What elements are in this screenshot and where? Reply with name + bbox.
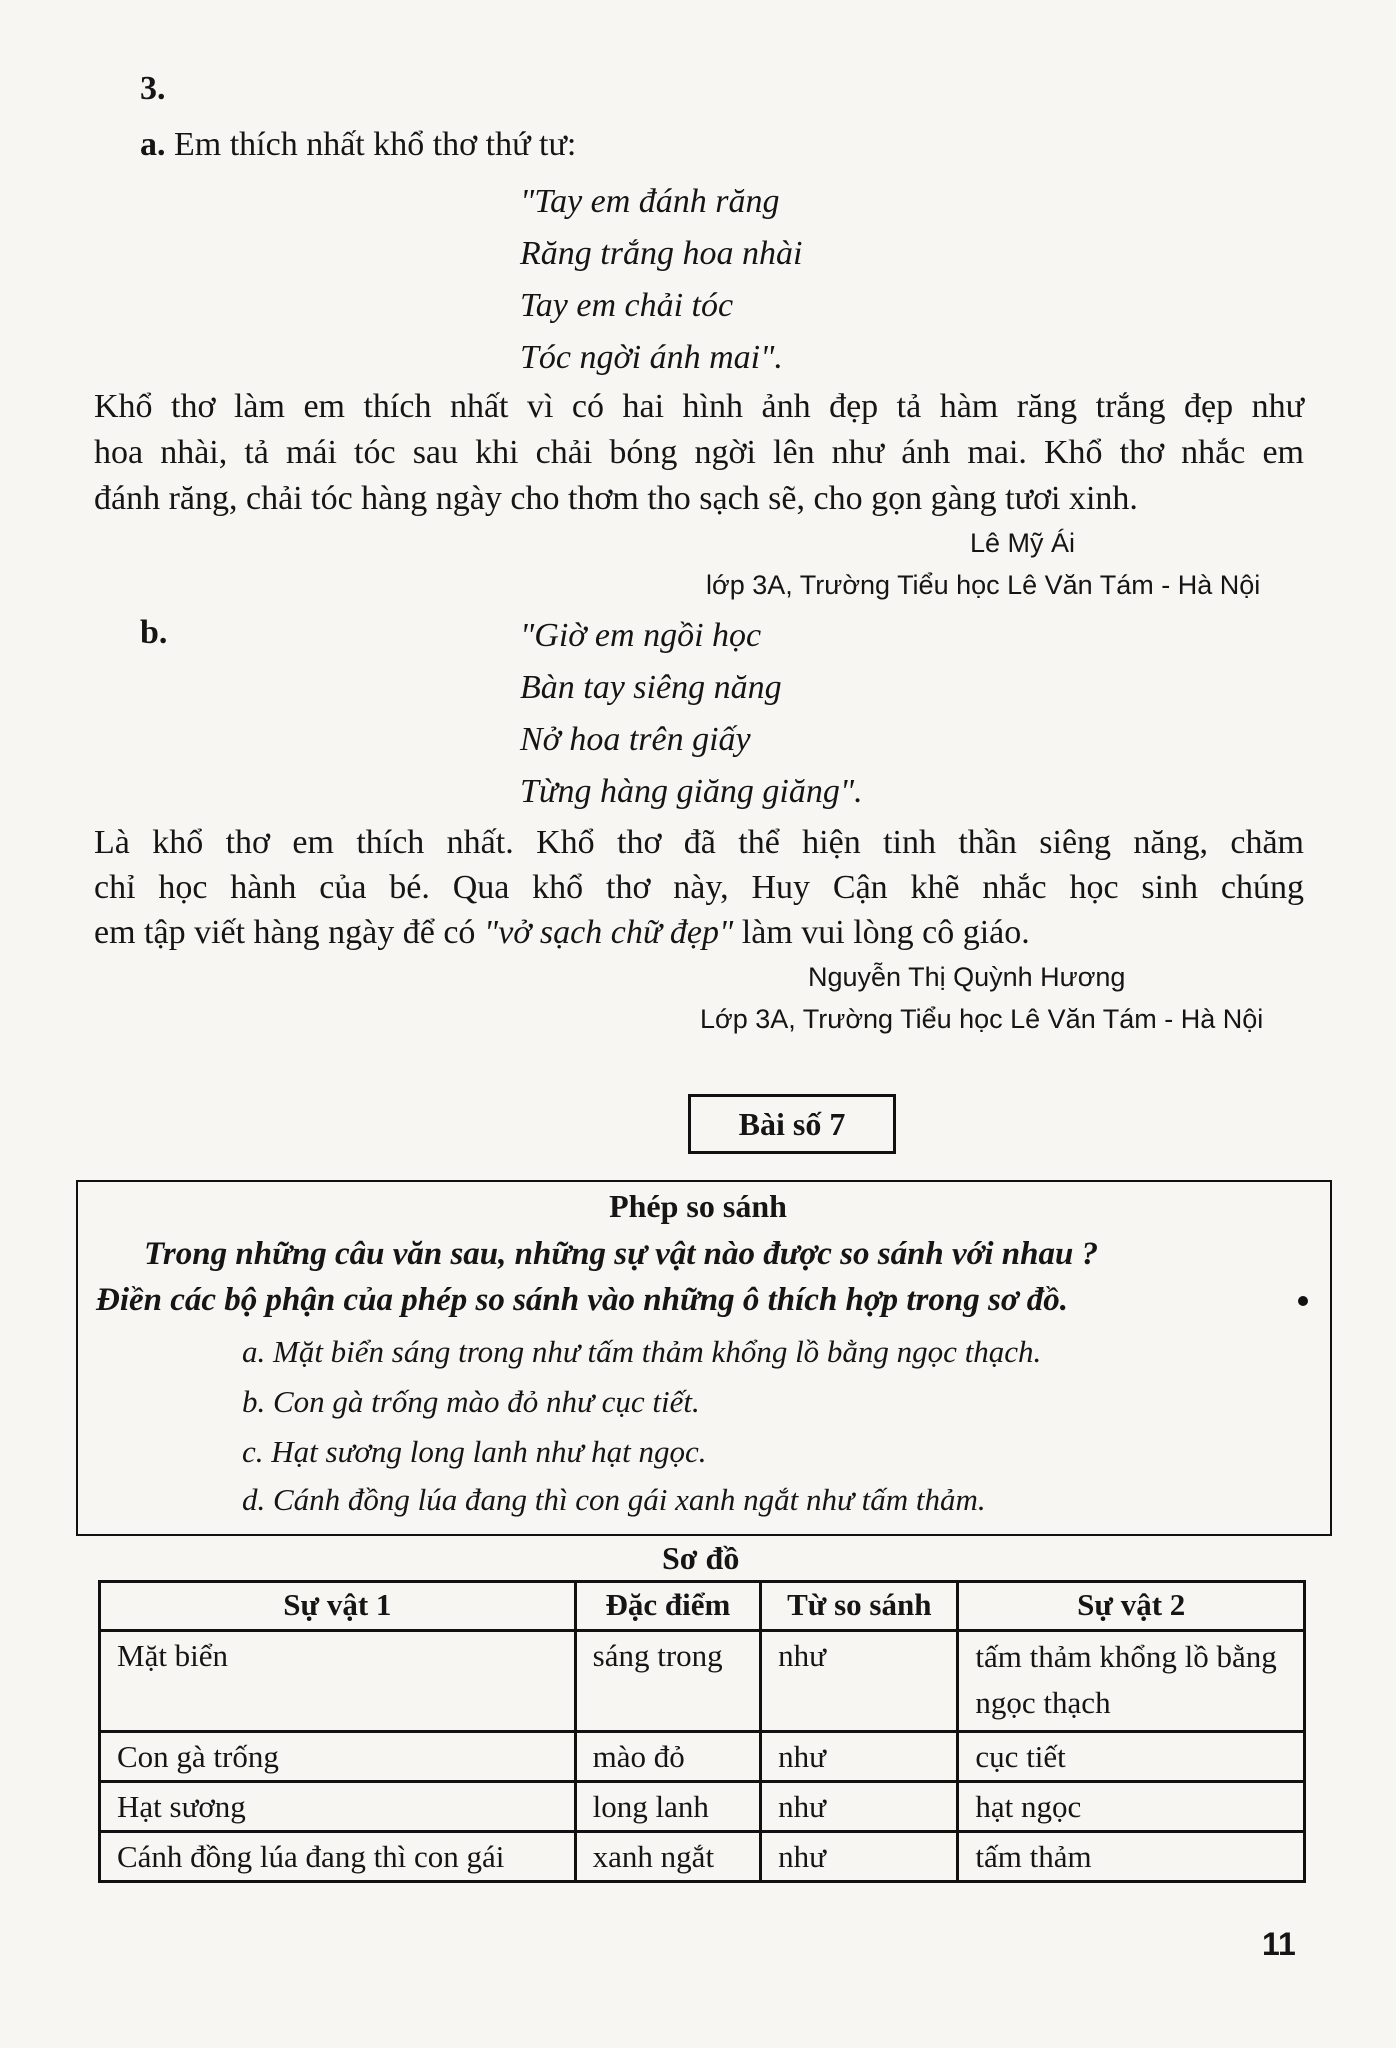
cell: sáng trong	[575, 1631, 760, 1732]
header-object-2: Sự vật 2	[958, 1582, 1305, 1631]
comparison-diagram-table	[98, 1580, 1306, 1883]
poem-a-line-4: Tóc ngời ánh mai".	[520, 339, 783, 376]
diagram-caption: Sơ đồ	[662, 1540, 740, 1576]
cell: Cánh đồng lúa đang thì con gái	[100, 1832, 576, 1882]
cell: như	[761, 1832, 958, 1882]
para-b-line-3-post: làm vui lòng cô giáo.	[733, 914, 1030, 951]
header-feature: Đặc điểm	[575, 1582, 760, 1631]
para-b-line-1: Là khổ thơ em thích nhất. Khổ thơ đã thể hiện tinh thần siêng năng, chăm	[94, 824, 1304, 861]
cell: cục tiết	[958, 1732, 1305, 1782]
para-a-line-3: đánh răng, chải tóc hàng ngày cho thơm tho sạch sẽ, cho gọn gàng tươi xinh.	[94, 480, 1138, 517]
item-a-intro	[140, 122, 576, 167]
sentence-c: c. Hạt sương long lanh như hạt ngọc.	[242, 1434, 707, 1469]
poem-a-line-2: Răng trắng hoa nhài	[520, 235, 803, 272]
bullet-dot	[1298, 1296, 1308, 1306]
cell: như	[761, 1732, 958, 1782]
author-a: Lê Mỹ Ái	[970, 528, 1076, 558]
cell: long lanh	[575, 1782, 760, 1832]
poem-b-line-2: Bàn tay siêng năng	[520, 669, 782, 706]
cell: như	[761, 1782, 958, 1832]
cell: tấm thảm	[958, 1832, 1305, 1882]
cell: Mặt biển	[100, 1631, 576, 1732]
para-b-line-3-quote: "vở sạch chữ đẹp"	[483, 914, 734, 951]
cell: hạt ngọc	[958, 1782, 1305, 1832]
item-b-label: b.	[140, 614, 168, 651]
para-a-line-1: Khổ thơ làm em thích nhất vì có hai hình ảnh đẹp tả hàm răng trắng đẹp như	[94, 388, 1304, 425]
table-row	[100, 1832, 1305, 1882]
cell: Con gà trống	[100, 1732, 576, 1782]
poem-a-line-3: Tay em chải tóc	[520, 287, 734, 324]
instruction-line-2: Điền các bộ phận của phép so sánh vào những ô thích hợp trong sơ đồ.	[96, 1282, 1069, 1318]
item-a-intro-text: Em thích nhất khổ thơ thứ tư:	[174, 126, 577, 163]
cell: tấm thảm khổng lồ bằng ngọc thạch	[958, 1631, 1305, 1732]
poem-b-line-1: "Giờ em ngồi học	[520, 617, 762, 654]
author-b: Nguyễn Thị Quỳnh Hương	[808, 962, 1126, 992]
table-row	[100, 1782, 1305, 1832]
poem-b-line-4: Từng hàng giăng giăng".	[520, 773, 863, 810]
cell: mào đỏ	[575, 1732, 760, 1782]
school-b: Lớp 3A, Trường Tiểu học Lê Văn Tám - Hà Nội	[700, 1004, 1264, 1034]
page-number: 11	[1262, 1926, 1296, 1962]
poem-b-line-3: Nở hoa trên giấy	[520, 721, 751, 758]
sentence-a: a. Mặt biển sáng trong như tấm thảm khổng lồ bằng ngọc thạch.	[242, 1334, 1042, 1369]
item-a-label: a.	[140, 126, 166, 163]
header-object-1: Sự vật 1	[100, 1582, 576, 1631]
para-b-line-3-pre: em tập viết hàng ngày để có	[94, 914, 484, 951]
lesson-title: Bài số 7	[688, 1094, 896, 1154]
cell: Hạt sương	[100, 1782, 576, 1832]
cell: xanh ngắt	[575, 1832, 760, 1882]
table-header-row	[100, 1582, 1305, 1631]
sentence-b: b. Con gà trống mào đỏ như cục tiết.	[242, 1384, 700, 1419]
instruction-line-1: Trong những câu văn sau, những sự vật nào được so sánh với nhau ?	[144, 1236, 1099, 1272]
section-number: 3.	[140, 70, 166, 107]
table-row	[100, 1732, 1305, 1782]
para-a-line-2: hoa nhài, tả mái tóc sau khi chải bóng ngời lên như ánh mai. Khổ thơ nhắc em	[94, 434, 1304, 471]
cell: như	[761, 1631, 958, 1732]
para-b-line-3	[94, 910, 1304, 956]
poem-a-line-1: "Tay em đánh răng	[520, 183, 780, 220]
sentence-d: d. Cánh đồng lúa đang thì con gái xanh ngắt như tấm thảm.	[242, 1482, 986, 1517]
header-comparison-word: Từ so sánh	[761, 1582, 958, 1631]
exercise-heading: Phép so sánh	[609, 1188, 787, 1224]
table-row	[100, 1631, 1305, 1732]
school-a: lớp 3A, Trường Tiểu học Lê Văn Tám - Hà Nội	[706, 570, 1261, 600]
para-b-line-2: chỉ học hành của bé. Qua khổ thơ này, Huy Cận khẽ nhắc học sinh chúng	[94, 869, 1304, 906]
